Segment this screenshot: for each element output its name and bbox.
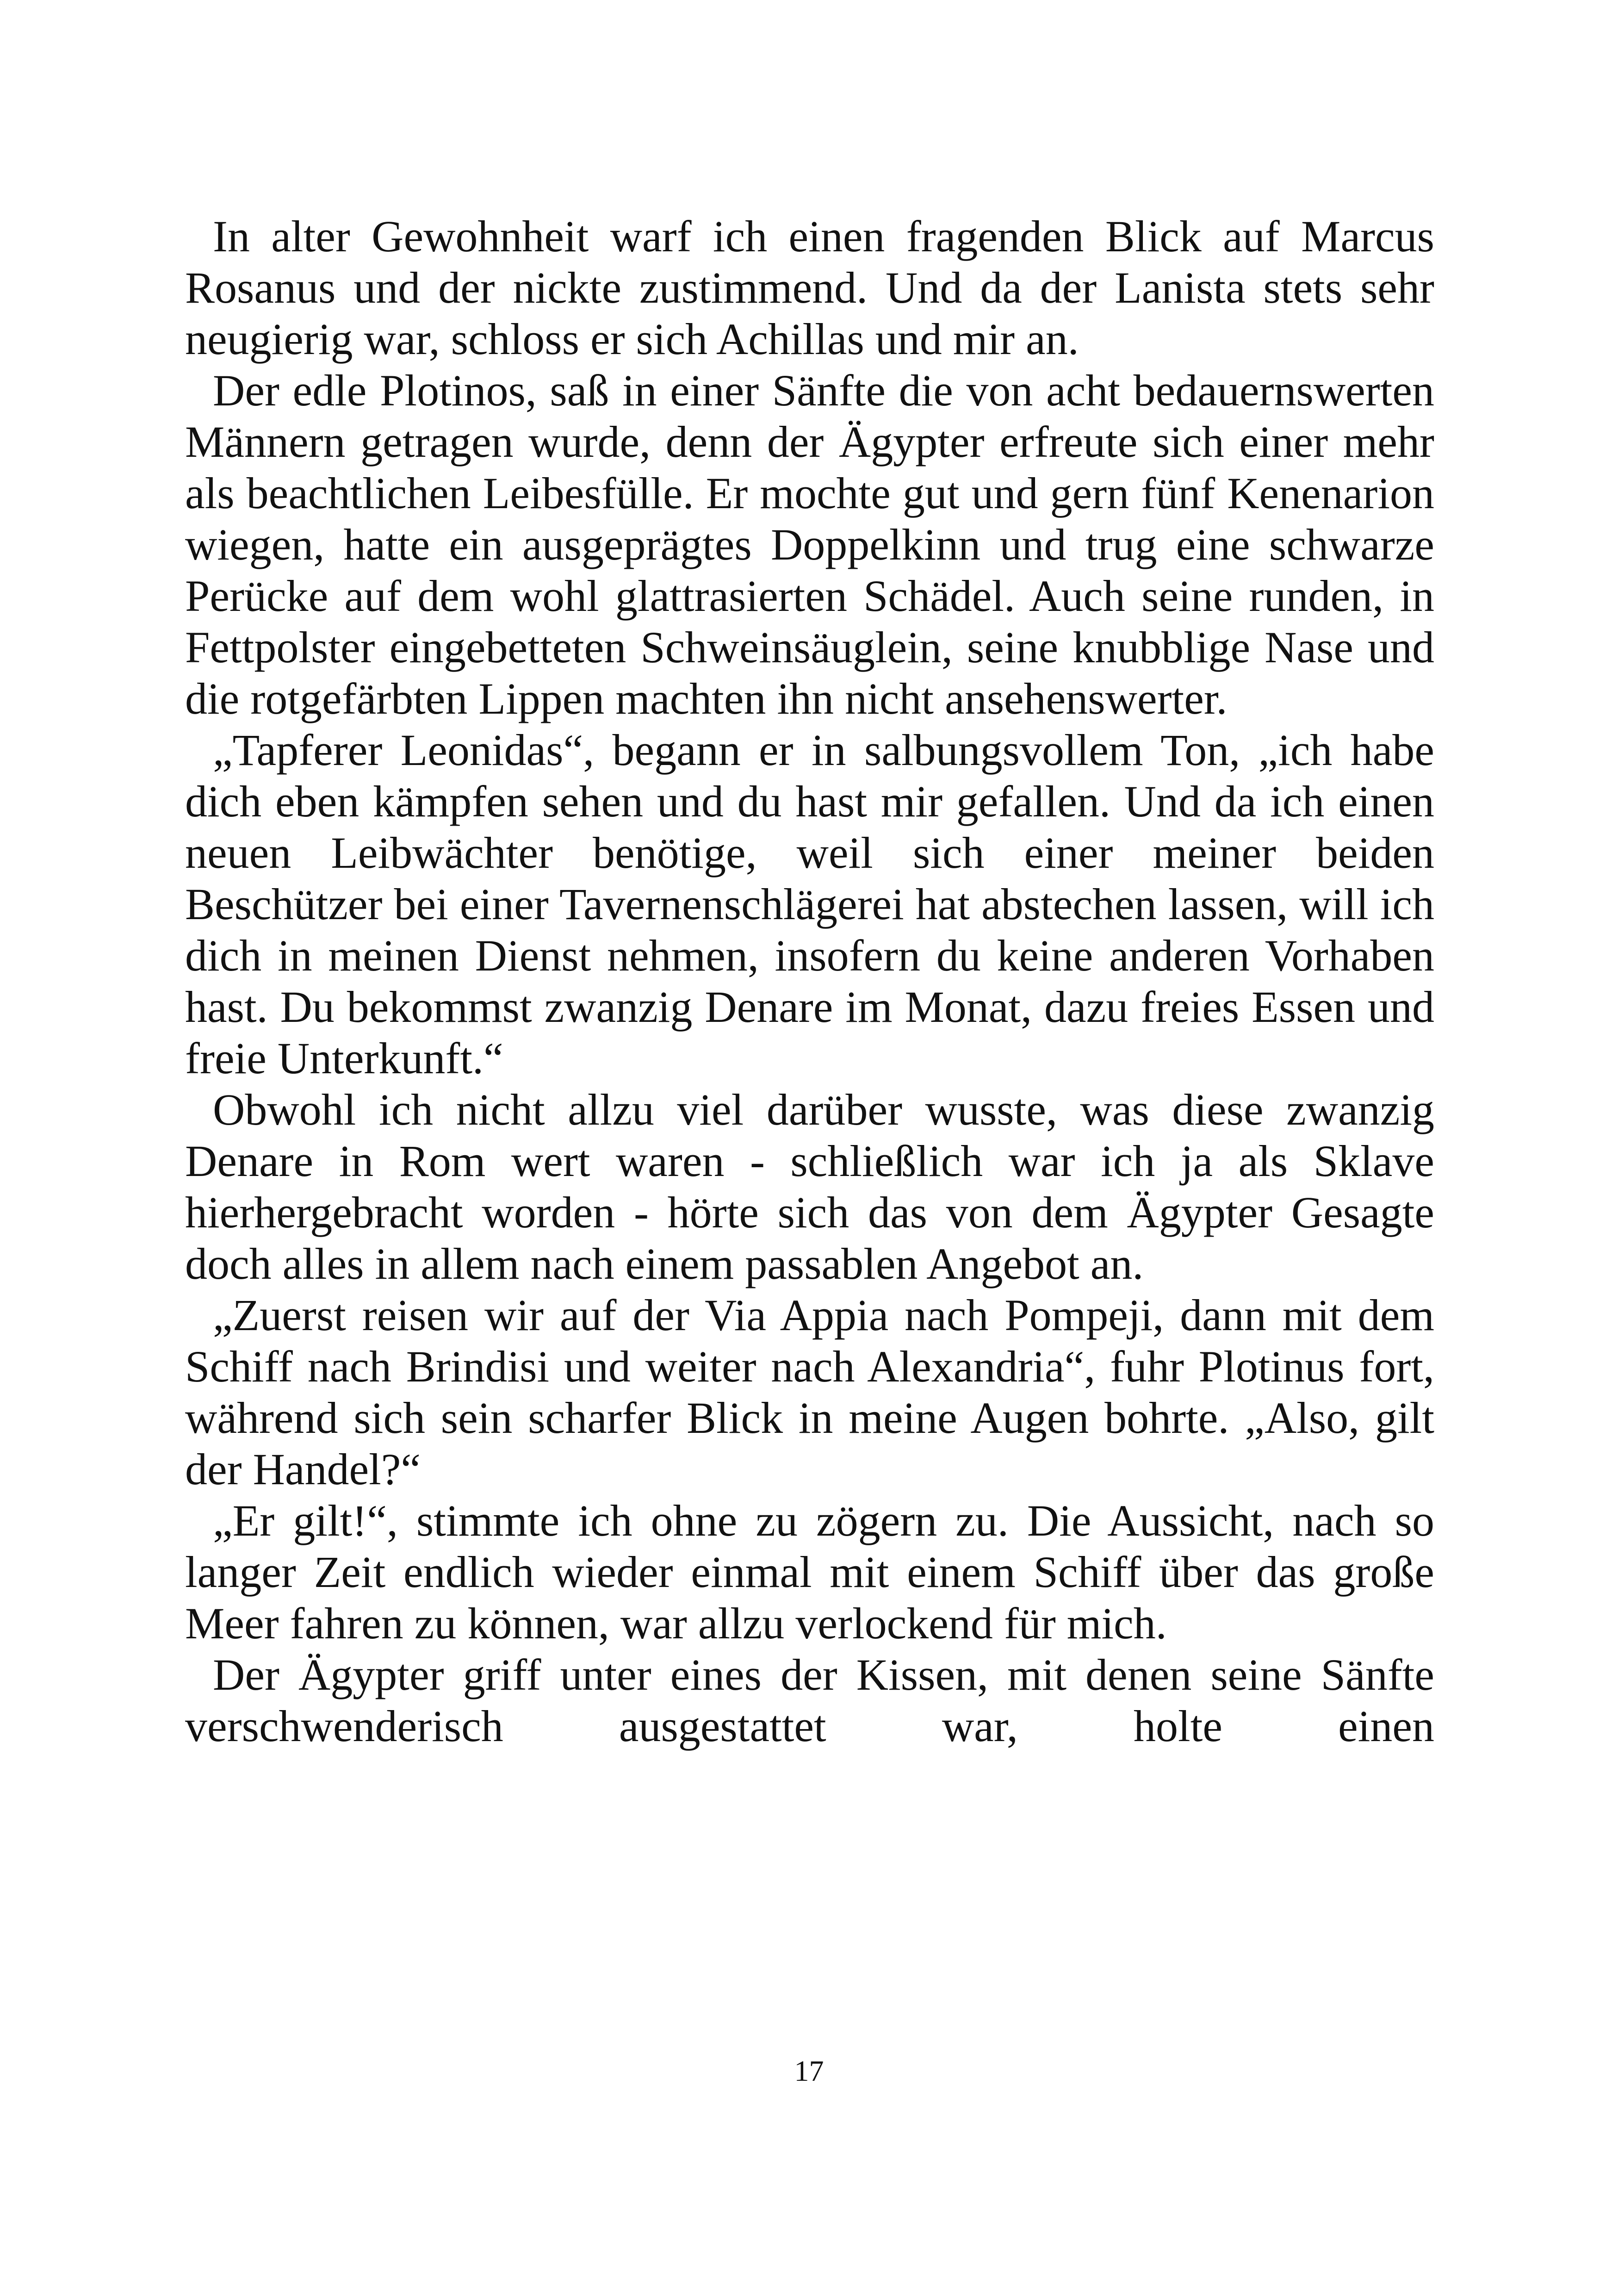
body-text	[185, 211, 1434, 1752]
page-number: 17	[794, 2054, 824, 2087]
paragraph: „Zuerst reisen wir auf der Via Appia nach Pompeji, dann mit dem Schiff nach Brindisi und weiter nach Alexandria“, fuhr Plotinus fort, während sich sein scharfer Blick in meine Augen bohrte. „Also, gilt der Handel?“	[185, 1290, 1434, 1494]
paragraph: „Er gilt!“, stimmte ich ohne zu zögern zu. Die Aussicht, nach so langer Zeit endlich wieder einmal mit einem Schiff über das große Meer fahren zu können, war allzu verlockend für mich.	[185, 1496, 1434, 1648]
paragraph: „Tapferer Leonidas“, begann er in salbungsvollem Ton, „ich habe dich eben kämpfen sehen und du hast mir gefallen. Und da ich einen neuen Leibwächter benötige, weil sich einer meiner beiden Beschützer bei einer Tavernenschlägerei hat abstechen lassen, will ich dich in meinen Dienst nehmen, insofern du keine anderen Vorhaben hast. Du bekommst zwanzig Denare im Monat, dazu freies Essen und freie Unterkunft.“	[185, 725, 1434, 1083]
paragraph: In alter Gewohnheit warf ich einen fragenden Blick auf Marcus Rosanus und der nickte zustimmend. Und da der Lanista stets sehr neugierig war, schloss er sich Achillas und mir an.	[185, 212, 1434, 364]
paragraph: Der edle Plotinos, saß in einer Sänfte die von acht bedauernswerten Männern getragen wurde, denn der Ägypter erfreute sich einer mehr als beachtlichen Leibesfülle. Er mochte gut und gern fünf Kenenarion wiegen, hatte ein ausgeprägtes Doppelkinn und trug eine schwarze Perücke auf dem wohl glattrasierten Schädel. Auch seine runden, in Fettpolster eingebetteten Schweinsäuglein, seine knubblige Nase und die rotgefärbten Lippen machten ihn nicht ansehenswerter.	[185, 366, 1434, 723]
paragraph: Der Ägypter griff unter eines der Kissen, mit denen seine Sänfte verschwenderisch ausgestattet war, holte einen	[185, 1650, 1434, 1751]
paragraph: Obwohl ich nicht allzu viel darüber wusste, was diese zwanzig Denare in Rom wert waren - schließlich war ich ja als Sklave hierhergebracht worden - hörte sich das von dem Ägypter Gesagte doch alles in allem nach einem passablen Angebot an.	[185, 1085, 1434, 1288]
